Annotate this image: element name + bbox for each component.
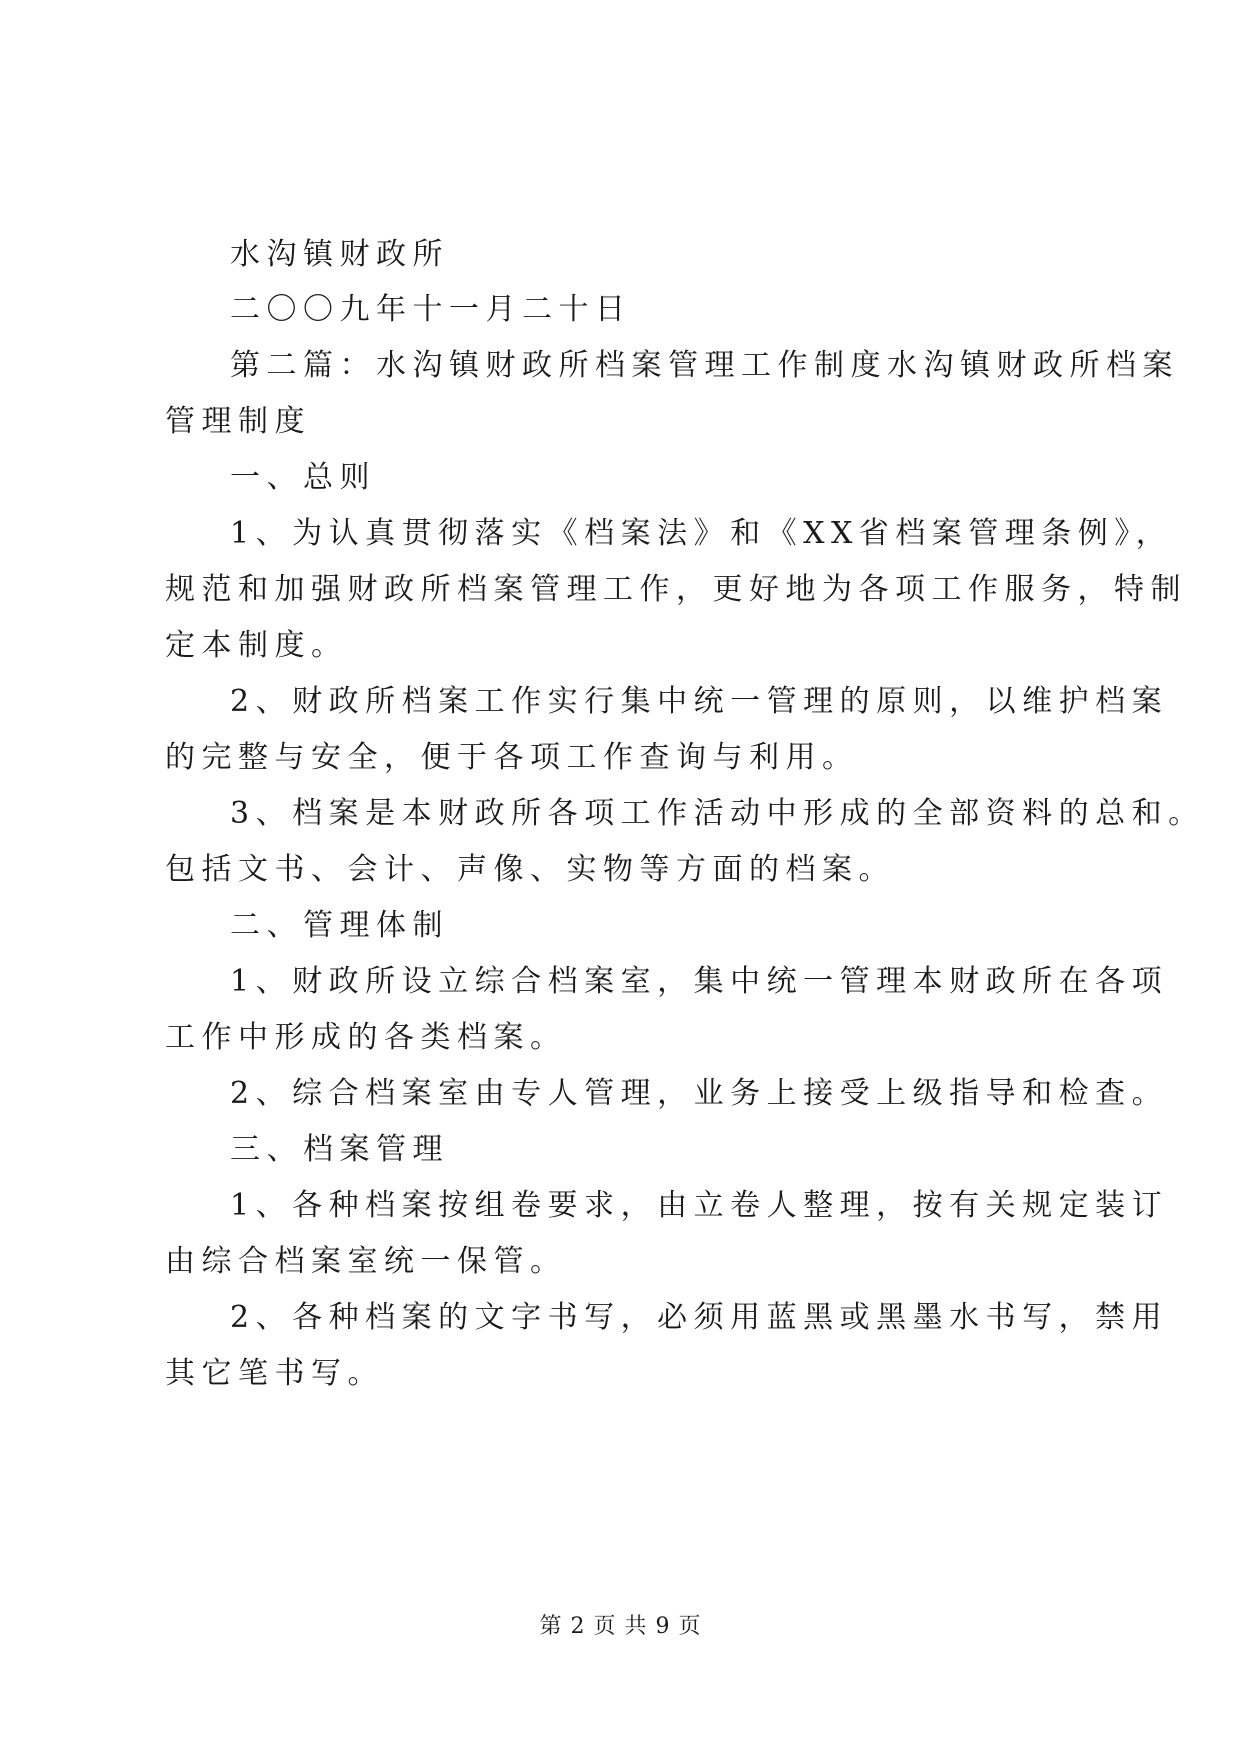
- signature-org: 水沟镇财政所: [230, 237, 449, 272]
- paragraph-line: 1、为认真贯彻落实《档案法》和《XX省档案管理条例》，: [230, 516, 1173, 551]
- signature-date: 二〇〇九年十一月二十日: [230, 292, 632, 327]
- heading-management-system: 二、管理体制: [230, 908, 449, 943]
- paragraph-line: 定本制度。: [165, 628, 348, 663]
- paragraph-line: 2、综合档案室由专人管理，业务上接受上级指导和检查。: [230, 1076, 1169, 1111]
- paragraph-line: 1、各种档案按组卷要求，由立卷人整理，按有关规定装订: [230, 1188, 1169, 1223]
- paragraph-line: 规范和加强财政所档案管理工作，更好地为各项工作服务，特制: [165, 572, 1187, 607]
- paragraph-line: 3、档案是本财政所各项工作活动中形成的全部资料的总和。: [230, 796, 1205, 831]
- paragraph-line: 2、财政所档案工作实行集中统一管理的原则，以维护档案: [230, 684, 1169, 719]
- heading-archive-management: 三、档案管理: [230, 1132, 449, 1167]
- paragraph-line: 的完整与安全，便于各项工作查询与利用。: [165, 740, 859, 775]
- paragraph-line: 由综合档案室统一保管。: [165, 1244, 567, 1279]
- section-title-line-1: 第二篇：水沟镇财政所档案管理工作制度水沟镇财政所档案: [230, 348, 1179, 383]
- section-title-line-2: 管理制度: [165, 404, 311, 439]
- paragraph-line: 工作中形成的各类档案。: [165, 1020, 567, 1055]
- page-number-footer: 第 2 页 共 9 页: [539, 1614, 702, 1639]
- paragraph-line: 2、各种档案的文字书写，必须用蓝黑或黑墨水书写，禁用: [230, 1300, 1169, 1335]
- paragraph-line: 其它笔书写。: [165, 1356, 384, 1391]
- paragraph-line: 包括文书、会计、声像、实物等方面的档案。: [165, 852, 895, 887]
- heading-general: 一、总则: [230, 460, 376, 495]
- paragraph-line: 1、财政所设立综合档案室，集中统一管理本财政所在各项: [230, 964, 1169, 999]
